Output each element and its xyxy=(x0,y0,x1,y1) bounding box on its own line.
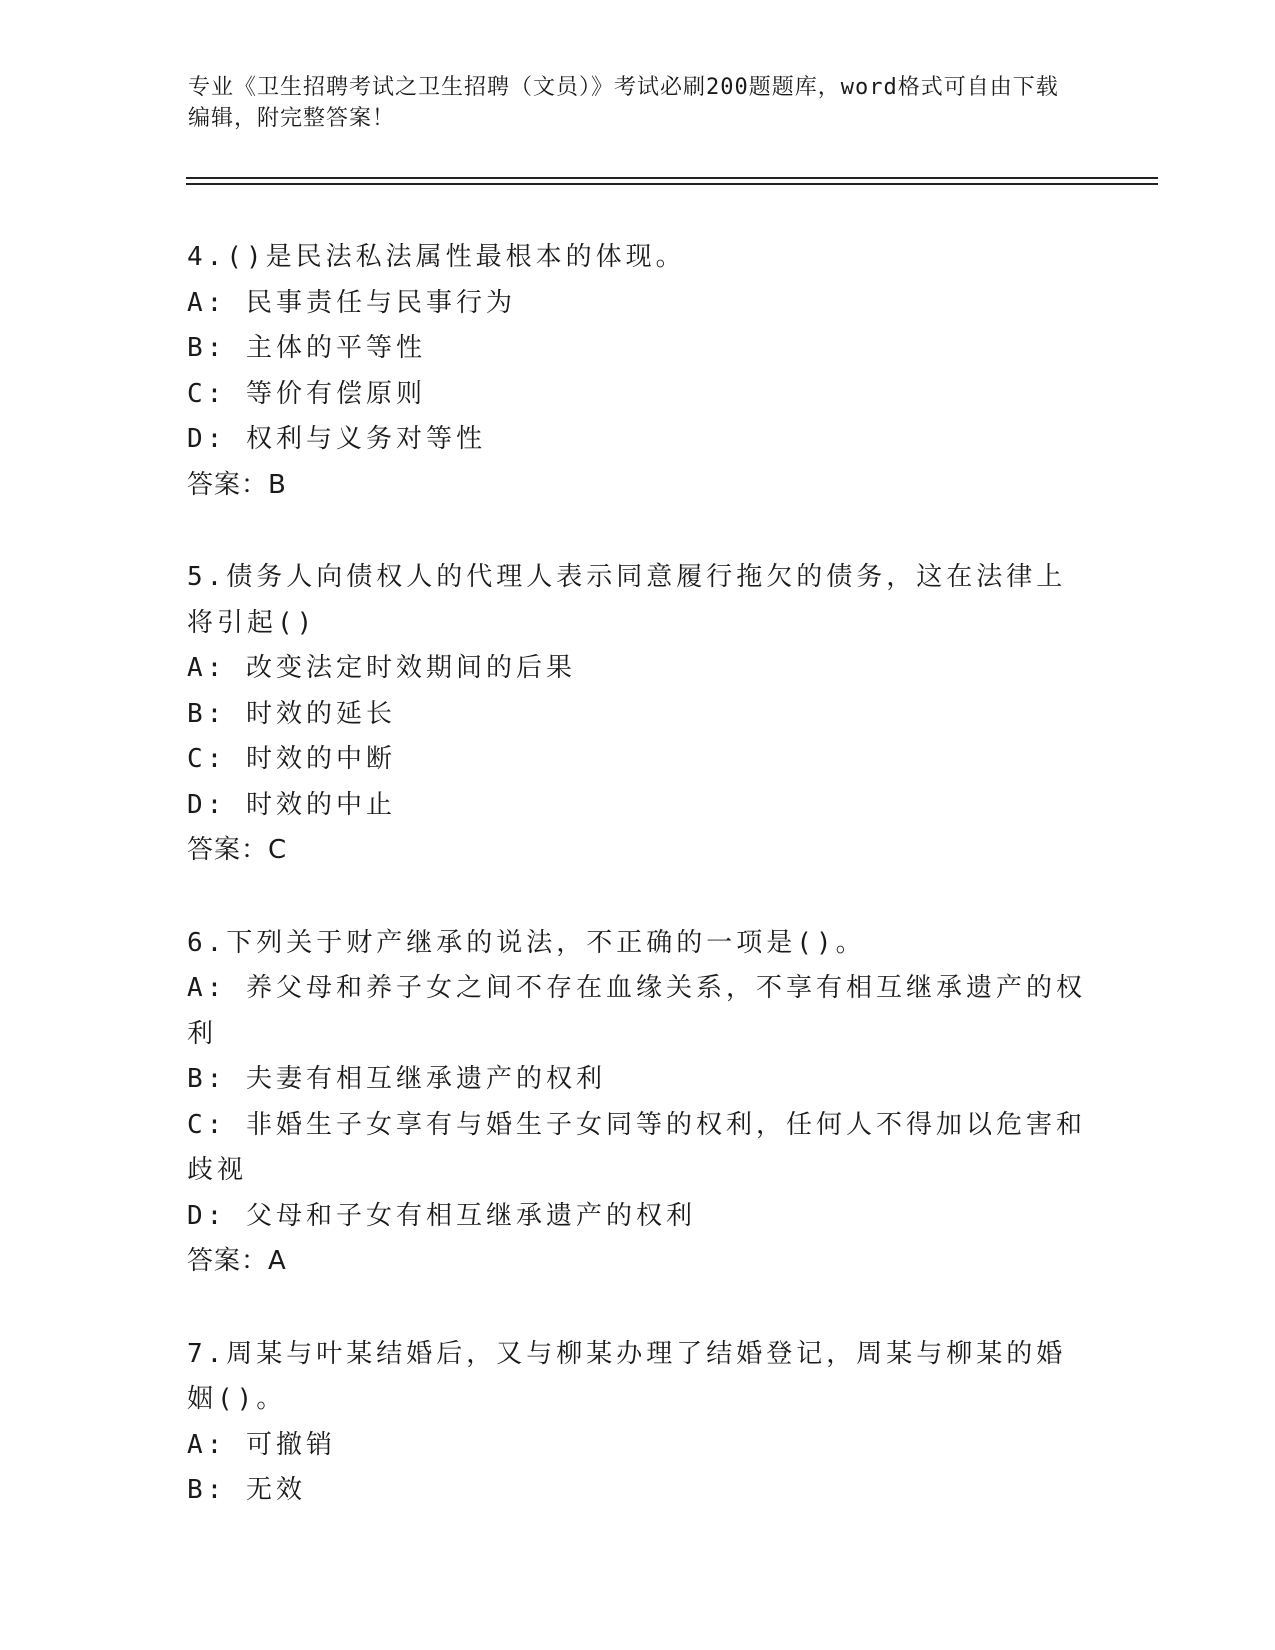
header-divider-top xyxy=(186,177,1158,179)
option-c: C: 时效的中断 xyxy=(187,744,396,774)
answer: 答案：A xyxy=(187,1246,287,1276)
option-a: A: 民事责任与民事行为 xyxy=(187,287,516,318)
question-6 xyxy=(187,921,1087,1285)
option-b: B: 时效的延长 xyxy=(187,698,396,729)
option-a: A: 养父母和养子女之间不存在血缘关系，不享有相互继承遗产的权利 xyxy=(187,973,1086,1049)
answer: 答案：C xyxy=(187,835,288,865)
option-a: A: 改变法定时效期间的后果 xyxy=(187,653,576,683)
question-stem: 6.下列关于财产继承的说法，不正确的一项是()。 xyxy=(187,927,866,958)
option-b: B: 主体的平等性 xyxy=(187,333,426,363)
question-list xyxy=(187,235,1087,1561)
answer: 答案：B xyxy=(187,469,287,500)
option-b: B: 无效 xyxy=(187,1475,306,1505)
question-4 xyxy=(187,235,1087,508)
option-d: D: 父母和子女有相互继承遗产的权利 xyxy=(187,1200,696,1231)
question-stem: 4.()是民法私法属性最根本的体现。 xyxy=(187,242,686,272)
question-stem: 5.债务人向债权人的代理人表示同意履行拖欠的债务，这在法律上将引起() xyxy=(187,562,1067,638)
option-c: C: 等价有偿原则 xyxy=(187,378,426,409)
question-stem: 7.周某与叶某结婚后，又与柳某办理了结婚登记，周某与柳某的婚姻()。 xyxy=(187,1338,1067,1414)
header-divider-bottom xyxy=(186,183,1158,185)
option-d: D: 时效的中止 xyxy=(187,789,396,820)
question-5 xyxy=(187,555,1087,874)
question-7 xyxy=(187,1332,1087,1514)
document-header: 专业《卫生招聘考试之卫生招聘（文员）》考试必刷200题题库，word格式可自由下载编辑，附完整答案！ xyxy=(188,75,1059,131)
option-a: A: 可撤销 xyxy=(187,1429,336,1460)
option-d: D: 权利与义务对等性 xyxy=(187,424,486,454)
option-c: C: 非婚生子女享有与婚生子女同等的权利，任何人不得加以危害和歧视 xyxy=(187,1109,1086,1185)
option-b: B: 夫妻有相互继承遗产的权利 xyxy=(187,1064,606,1094)
